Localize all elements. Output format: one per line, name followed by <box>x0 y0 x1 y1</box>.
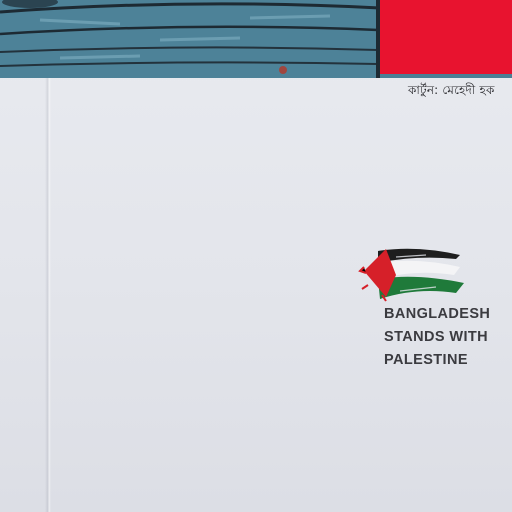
paper-fold-line <box>45 70 51 512</box>
cartoon-illustration <box>0 0 512 78</box>
cartoon-red-panel <box>380 0 512 74</box>
slogan-line-2: STANDS WITH <box>384 329 489 345</box>
slogan-line-1: BANGLADESH <box>384 306 491 322</box>
palestine-flag-icon <box>356 245 468 307</box>
slogan-text-block <box>384 303 490 372</box>
slogan-line-3: PALESTINE <box>384 352 468 368</box>
cartoon-credit: কার্টুন: মেহেদী হক <box>408 83 495 97</box>
